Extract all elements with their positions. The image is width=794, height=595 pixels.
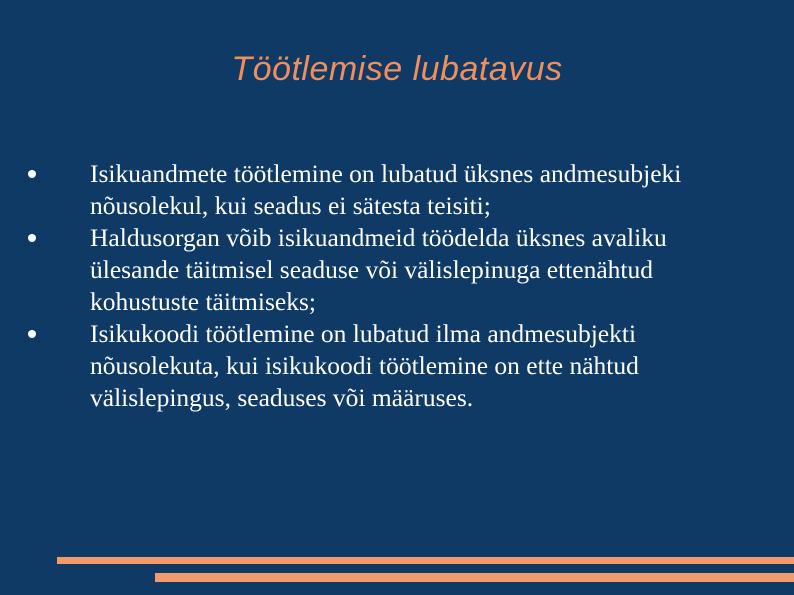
bullet-item: [28, 222, 748, 318]
bullet-text: Isikuandmete töötlemine on lubatud üksnes andmesubjeki nõusolekul, kui seadus ei sätesta teisiti;: [90, 159, 682, 220]
bullet-text: Haldusorgan võib isikuandmeid töödelda üksnes avaliku ülesande täitmisel seaduse või välislepinuga ettenähtud kohustuste täitmiseks;: [90, 223, 667, 316]
bullet-dot-icon: [28, 234, 36, 242]
bullet-item: [28, 158, 748, 222]
accent-bar-bottom: [155, 573, 794, 582]
accent-bar-top: [57, 557, 794, 564]
bullet-item: [28, 318, 748, 414]
bullet-dot-icon: [28, 330, 36, 338]
bullet-dot-icon: [28, 170, 36, 178]
bullet-list: [28, 158, 748, 414]
bullet-text: Isikukoodi töötlemine on lubatud ilma andmesubjekti nõusolekuta, kui isikukoodi töötlemine on ette nähtud välislepingus, seaduses või määruses.: [90, 319, 639, 412]
slide-title: Töötlemise lubatavus: [231, 50, 563, 88]
